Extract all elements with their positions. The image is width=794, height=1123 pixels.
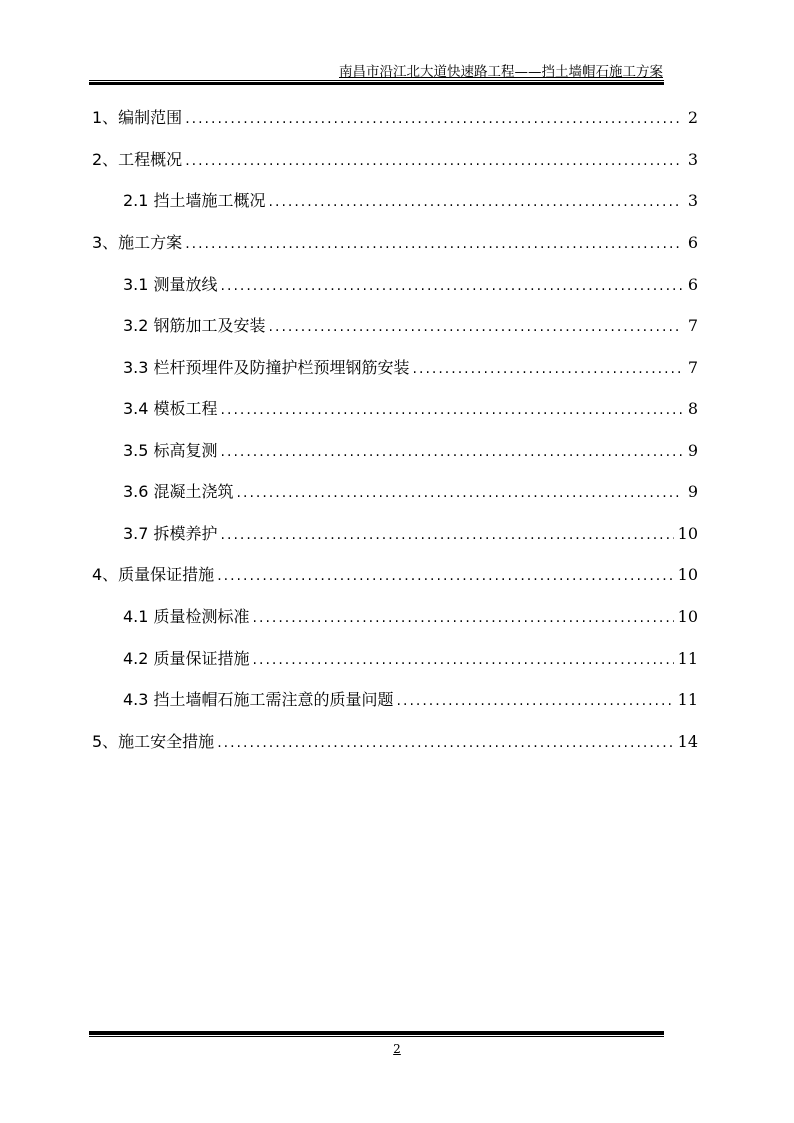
toc-entry-label: 5、施工安全措施: [92, 732, 215, 751]
toc-entry-page: 14: [677, 732, 698, 751]
toc-entry[interactable]: [123, 399, 698, 420]
toc-entry[interactable]: [123, 524, 698, 545]
toc-entry-page: 9: [687, 482, 698, 501]
toc-dot-leader: [397, 691, 674, 711]
toc-dot-leader: [269, 317, 682, 337]
toc-entry-page: 6: [687, 275, 698, 294]
toc-entry-page: 6: [687, 233, 698, 252]
toc-entry[interactable]: [123, 275, 698, 296]
toc-dot-leader: [217, 566, 673, 586]
toc-dot-leader: [221, 525, 674, 545]
footer-divider-thin: [89, 1036, 664, 1037]
toc-dot-leader: [185, 234, 682, 254]
toc-entry-label: 3.6 混凝土浇筑: [123, 482, 234, 501]
page-number: 2: [393, 1042, 401, 1056]
toc-entry-label: 4.3 挡土墙帽石施工需注意的质量问题: [123, 690, 394, 709]
toc-entry-page: 10: [677, 607, 698, 626]
toc-dot-leader: [269, 192, 682, 212]
toc-entry-page: 11: [677, 690, 698, 709]
toc-entry-page: 3: [687, 191, 698, 210]
toc-dot-leader: [253, 650, 674, 670]
toc-entry[interactable]: [92, 565, 698, 586]
toc-entry-label: 1、编制范围: [92, 108, 183, 127]
toc-entry[interactable]: [123, 690, 698, 711]
toc-entry-page: 2: [687, 108, 698, 127]
toc-entry[interactable]: [92, 108, 698, 129]
toc-entry-page: 9: [687, 441, 698, 460]
toc-entry-label: 4.1 质量检测标准: [123, 607, 250, 626]
toc-entry[interactable]: [92, 150, 698, 171]
toc-entry[interactable]: [92, 732, 698, 753]
toc-entry-label: 4.2 质量保证措施: [123, 649, 250, 668]
toc-entry-page: 8: [687, 399, 698, 418]
toc-entry-page: 10: [677, 524, 698, 543]
toc-entry-label: 3.7 拆模养护: [123, 524, 218, 543]
header-title: 南昌市沿江北大道快速路工程——挡土墙帽石施工方案: [339, 64, 663, 80]
toc-entry-label: 3.2 钢筋加工及安装: [123, 316, 266, 335]
toc-dot-leader: [237, 483, 682, 503]
toc-entry-label: 3.5 标高复测: [123, 441, 218, 460]
toc-entry-label: 2、工程概况: [92, 150, 183, 169]
toc-entry-label: 4、质量保证措施: [92, 565, 215, 584]
toc-entry[interactable]: [123, 316, 698, 337]
toc-entry-label: 2.1 挡土墙施工概况: [123, 191, 266, 210]
toc-dot-leader: [221, 400, 682, 420]
toc-entry-page: 3: [687, 150, 698, 169]
toc-entry[interactable]: [123, 482, 698, 503]
toc-entry-page: 10: [677, 565, 698, 584]
toc-entry-page: 11: [677, 649, 698, 668]
toc-dot-leader: [185, 109, 682, 129]
toc-entry[interactable]: [92, 233, 698, 254]
toc-entry-label: 3、施工方案: [92, 233, 183, 252]
toc-entry-label: 3.3 栏杆预埋件及防撞护栏预埋钢筋安装: [123, 358, 410, 377]
toc-dot-leader: [185, 151, 682, 171]
toc-dot-leader: [221, 276, 682, 296]
toc-entry[interactable]: [123, 191, 698, 212]
toc-entry[interactable]: [123, 441, 698, 462]
toc-dot-leader: [217, 733, 673, 753]
toc-entry-page: 7: [687, 358, 698, 377]
toc-entry[interactable]: [123, 607, 698, 628]
footer-divider-thick: [89, 1031, 664, 1035]
toc-entry-label: 3.1 测量放线: [123, 275, 218, 294]
toc-entry[interactable]: [123, 358, 698, 379]
toc-dot-leader: [221, 442, 682, 462]
toc-dot-leader: [253, 608, 674, 628]
toc-entry[interactable]: [123, 649, 698, 670]
toc-dot-leader: [413, 359, 682, 379]
toc-entry-page: 7: [687, 316, 698, 335]
toc-entry-label: 3.4 模板工程: [123, 399, 218, 418]
